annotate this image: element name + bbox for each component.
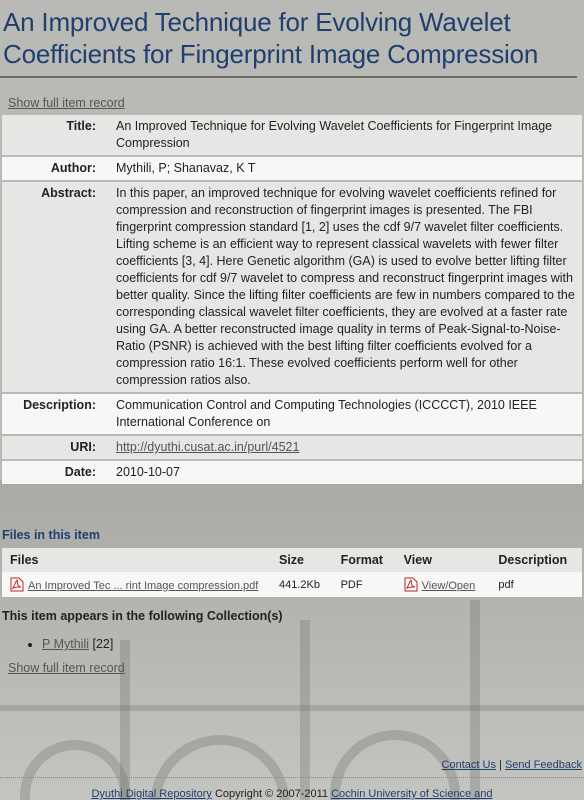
view-header: View (396, 548, 491, 572)
uri-label: URI: (2, 436, 110, 459)
university-link[interactable]: Cochin University of Science and (331, 788, 493, 800)
file-size: 441.2Kb (271, 572, 333, 597)
file-link[interactable]: An Improved Tec ... rint Image compression.pdf (28, 580, 259, 592)
metadata-table (2, 113, 582, 486)
contact-us-link[interactable]: Contact Us (441, 759, 496, 771)
description-label: Description: (2, 394, 110, 434)
uri-link[interactable]: http://dyuthi.cusat.ac.in/purl/4521 (116, 440, 300, 454)
footer-divider (0, 777, 584, 778)
title-value: An Improved Technique for Evolving Wavelet Coefficients for Fingerprint Image Compression (110, 115, 582, 155)
metadata-row-abstract (2, 182, 582, 392)
files-header: Files (2, 548, 271, 572)
footer-links (442, 759, 582, 771)
date-label: Date: (2, 461, 110, 484)
metadata-row-date (2, 461, 582, 484)
collections-list (0, 637, 584, 651)
repository-link[interactable]: Dyuthi Digital Repository (91, 788, 212, 800)
files-table (2, 548, 582, 597)
abstract-value: In this paper, an improved technique for evolving wavelet coefficients refined for compression and reconstruction of fingerprint images is presented. The FBI fingerprint compression standard [1, 2] uses the cdf 9/7 wavelet filter coefficients. Lifting scheme is an efficient way to represent classical wavelets with fewer filter coefficients [3, 4]. Here Genetic algorithm (GA) is used to evolve better lifting filter coefficients for cdf 9/7 wavelet to compress and reconstruct fingerprint images with better quality. Since the lifting filter coefficients are few in numbers compared to the corresponding classical wavelet filter coefficients, they are evolved at a faster rate using GA. A better reconstructed image quality in terms of Peak-Signal-to-Noise-Ratio (PSNR) is achieved with the best lifting filter coefficients evolved for a compression ratio 16:1. These evolved coefficients perform well for other compression ratios also. (110, 182, 582, 392)
description-header: Description (490, 548, 582, 572)
file-description: pdf (490, 572, 582, 597)
copyright-text: Copyright © 2007-2011 (214, 788, 329, 800)
abstract-label: Abstract: (2, 182, 110, 392)
pdf-icon (404, 577, 418, 592)
list-item (42, 637, 584, 651)
show-full-record-link-bottom[interactable]: Show full item record (8, 661, 125, 675)
files-heading: Files in this item (2, 528, 100, 542)
size-header: Size (271, 548, 333, 572)
metadata-row-title (2, 115, 582, 155)
view-open-link[interactable]: View/Open (421, 580, 476, 592)
collection-count: [22] (92, 637, 114, 651)
metadata-row-author (2, 157, 582, 180)
metadata-row-description (2, 394, 582, 434)
description-value: Communication Control and Computing Technologies (ICCCCT), 2010 IEEE International Conference on (110, 394, 582, 434)
file-row (2, 572, 582, 597)
page-title: An Improved Technique for Evolving Wavelet Coefficients for Fingerprint Image Compression (0, 0, 577, 78)
format-header: Format (333, 548, 396, 572)
collection-link[interactable]: P Mythili (42, 637, 90, 651)
author-value: Mythili, P; Shanavaz, K T (110, 157, 582, 180)
metadata-row-uri (2, 436, 582, 459)
date-value: 2010-10-07 (110, 461, 582, 484)
copyright (0, 788, 584, 800)
footer-separator: | (499, 759, 502, 771)
author-label: Author: (2, 157, 110, 180)
title-label: Title: (2, 115, 110, 155)
show-full-record-link[interactable]: Show full item record (8, 96, 125, 110)
collections-heading: This item appears in the following Collection(s) (2, 609, 283, 623)
send-feedback-link[interactable]: Send Feedback (504, 759, 582, 771)
file-format: PDF (333, 572, 396, 597)
pdf-icon (10, 577, 24, 592)
